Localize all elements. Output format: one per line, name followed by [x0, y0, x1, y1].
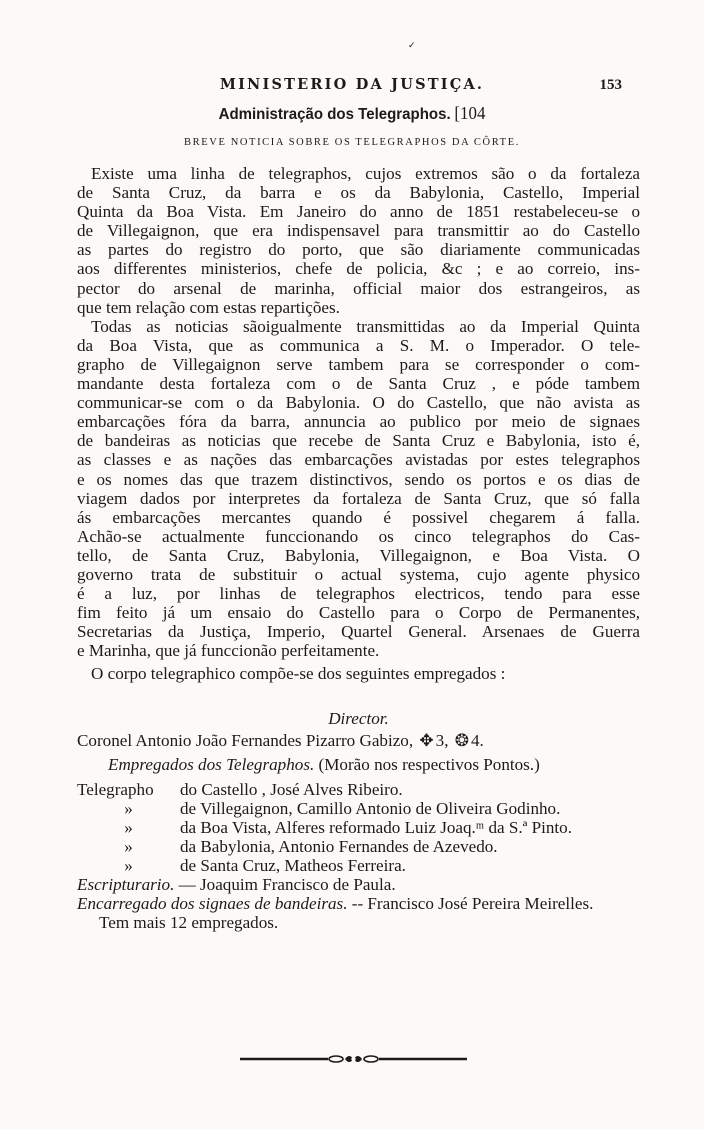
body-line: Existe uma linha de telegraphos, cujos extremos são o da fortaleza [91, 164, 640, 183]
station-row [77, 818, 640, 837]
body-line: é a luz, por linhas de telegraphos electricos, tendo para esse [77, 584, 640, 604]
body-line: grapho de Villegaignon serve tambem para se corresponder o com- [77, 354, 640, 374]
director-name: Coronel Antonio João Fernandes Pizarro Gabizo, [77, 730, 414, 750]
employees-note: (Morão nos respectivos Pontos.) [318, 754, 540, 774]
body-line: Achão-se actualmente funccionando os cinco telegraphos do Cas- [77, 526, 640, 546]
subtitle: BREVE NOTICIA SOBRE OS TELEGRAPHOS DA CÔRTE. [184, 137, 520, 148]
order-cross-icon: ✥ [419, 730, 434, 750]
page-number: 153 [599, 77, 622, 93]
page-header [0, 76, 704, 98]
station-row [77, 856, 640, 875]
body-line: pector do arsenal de marinha, official maior dos estrangeiros, as [77, 278, 640, 298]
body-line: mandante desta fortaleza com o de Santa Cruz , e póde tambem [77, 374, 640, 394]
body-line: as classes e as nações das embarcações avistadas por estes telegraphos [77, 450, 640, 470]
body-line: da Boa Vista, que as communica a S. M. o Imperador. O tele- [77, 335, 640, 355]
employees-heading-line [77, 755, 640, 780]
section-title [21, 103, 683, 124]
employees-heading: Empregados dos Telegraphos. [108, 754, 315, 774]
clerk-label: Escripturario. [77, 874, 175, 894]
body-line: de Santa Cruz, da barra e os da Babylonia, Castello, Imperial [77, 183, 640, 203]
body-paragraphs [77, 164, 640, 684]
body-line: embarcações fóra da barra, annuncia ao publico por meio de signaes [77, 412, 640, 432]
director-heading: Director. [328, 709, 389, 728]
body-line: communicar-se com o da Babylonia. O do Castello, que não avista as [77, 393, 640, 413]
others-line: Tem mais 12 empregados. [99, 912, 279, 932]
ditto-mark: » [124, 817, 133, 837]
body-line: tello, de Santa Cruz, Babylonia, Villegaignon, e Boa Vista. O [77, 545, 640, 565]
ditto-mark: » [124, 836, 133, 856]
flags-line [77, 894, 640, 913]
body-line: as partes do registro do porto, que são diariamente communicadas [77, 240, 640, 260]
end-ornament [240, 1052, 467, 1066]
ditto-mark: » [124, 855, 133, 875]
station-keeper: do Castello , José Alves Ribeiro. [180, 779, 403, 799]
body-line: viagem dados por interpretes da fortaleza de Santa Cruz, que só falla [77, 488, 640, 508]
body-line: aos differentes ministerios, chefe de policia, &c ; e ao correio, ins- [77, 259, 640, 279]
body-line: que tem relação com estas repartições. [77, 297, 340, 317]
section-reference: [104 [454, 103, 486, 123]
body-line: Quinta da Boa Vista. Em Janeiro do anno de 1851 restabeleceu-se o [77, 202, 640, 222]
staff-roster [77, 709, 640, 934]
station-keeper: de Santa Cruz, Matheos Ferreira. [180, 855, 406, 875]
director-line [77, 731, 640, 755]
station-row [77, 837, 640, 856]
section-title-text: Administração dos Telegraphos. [218, 106, 451, 123]
body-line: de Villegaignon, que era indispensavel para transmittir ao do Castello [77, 221, 640, 241]
station-keeper: da Babylonia, Antonio Fernandes de Azevedo. [180, 836, 498, 856]
ditto-mark: » [124, 798, 133, 818]
flags-name: -- Francisco José Pereira Meirelles. [351, 893, 594, 913]
station-row [77, 799, 640, 818]
body-line: O corpo telegraphico compõe-se dos seguintes empregados : [91, 664, 506, 684]
flags-label: Encarregado dos signaes de bandeiras. [77, 893, 348, 913]
running-title: MINISTERIO DA JUSTIÇA. [219, 76, 485, 93]
body-line: ás embarcações mercantes quando é possivel chegarem á falla. [77, 507, 640, 527]
clerk-line [77, 875, 640, 894]
body-line: fim feito já um ensaio do Castello para o Corpo de Permanentes, [77, 603, 640, 623]
body-line: governo trata de substituir o actual systema, cujo agente physico [77, 564, 640, 584]
body-line: Todas as noticias sãoigualmente transmittidas ao da Imperial Quinta [91, 316, 640, 336]
body-line: de bandeiras as noticias que recebe de Santa Cruz e Babylonia, isto é, [77, 431, 640, 451]
station-label: Telegrapho [77, 779, 154, 799]
body-line: e Marinha, que já funccionão perfeitamente. [77, 641, 380, 661]
ink-mark: ✓ [408, 40, 416, 50]
station-row [77, 780, 640, 799]
body-line: Secretarias da Justiça, Imperio, Quartel General. Arsenaes de Guerra [77, 622, 640, 642]
order-rose-icon: ❂ [454, 730, 469, 750]
body-line: e os nomes das que trazem distinctivos, sendo os portos e os dias de [77, 469, 640, 489]
clerk-name: — Joaquim Francisco de Paula. [178, 874, 396, 894]
station-keeper: de Villegaignon, Camillo Antonio de Oliveira Godinho. [180, 798, 561, 818]
order-2-degree: 4. [471, 730, 484, 750]
order-1-degree: 3, [435, 730, 449, 750]
station-keeper: da Boa Vista, Alferes reformado Luiz Joaq.ᵐ da S.ª Pinto. [180, 817, 572, 837]
